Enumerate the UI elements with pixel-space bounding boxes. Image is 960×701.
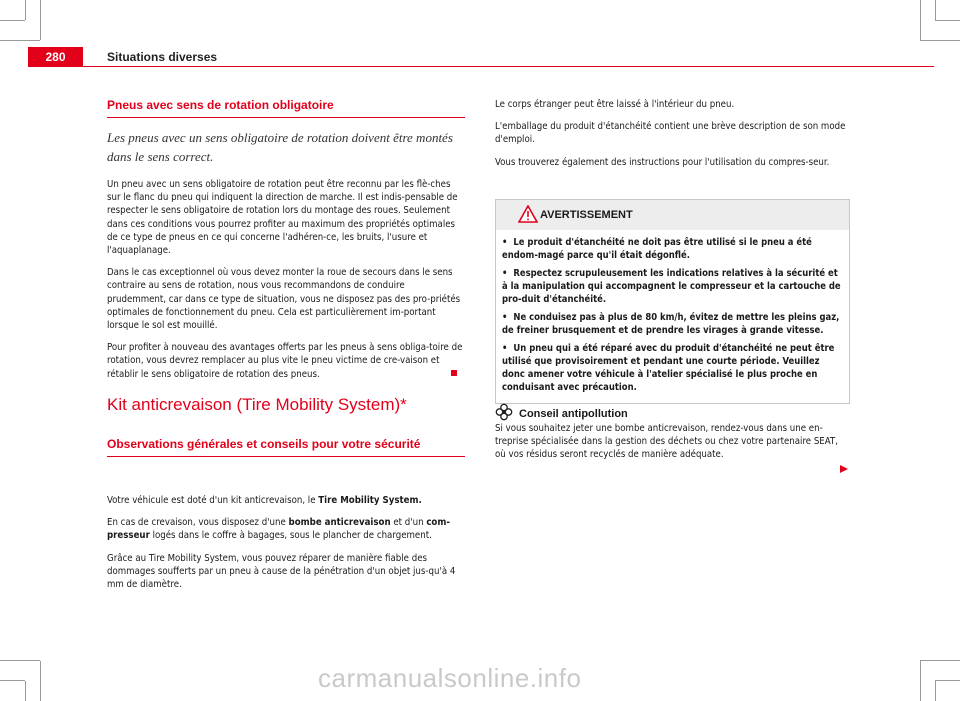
section-tire-mobility [107,494,465,600]
warning-item: • Le produit d'étanchéité ne doit pas être utilisé si le pneu a été endom-magé parce qu'il était dégonflé. [502,237,812,261]
paragraph: En cas de crevaison, vous disposez d'une bombe anticrevaison et d'un com-presseur logés dans le coffre à bagages, sous le plancher de chargement. [107,517,450,542]
section-lead: Les pneus avec un sens obligatoire de rotation doivent être montés dans le sens correct. [107,130,453,164]
warning-item: • Ne conduisez pas à plus de 80 km/h, évitez de mettre les pleins gaz, de freiner brusquement et de prendre les virages à grande vitesse. [502,312,840,336]
section-heading: Pneus avec sens de rotation obligatoire [107,98,465,118]
warning-triangle-icon [518,205,538,227]
running-title: Situations diverses [107,50,218,64]
page-number: 280 [28,47,83,67]
warning-item: • Un pneu qui a été réparé avec du produit d'étanchéité ne peut être utilisé que provisoirement et pendant une courte période. Veuillez donc amener votre véhicule à l'atelier spécialisé le plus proche en conduisant avec précaution. [502,343,835,393]
crop-mark [920,0,921,40]
paragraph: Le corps étranger peut être laissé à l'intérieur du pneu. [495,99,735,110]
crop-mark [0,20,25,21]
paragraph: Dans le cas exceptionnel où vous devez monter la roue de secours dans le sens contraire au sens de rotation, nous vous recommandons de conduire prudemment, car dans ce type de situation, vous ne disposez pas des pro-priétés optimales de fonctionnement du pneu. Cela est particulièrement im-portant lorsque le sol est mouillé. [107,267,461,332]
subsection-heading: Observations générales et conseils pour votre sécurité [107,437,465,457]
crop-mark [40,661,41,701]
page-header [28,47,934,67]
paragraph: Si vous souhaitez jeter une bombe anticrevaison, rendez-vous dans une en-treprise spécialisée dans la gestion des déchets ou chez votre partenaire SEAT, où vos résidus seront recyclés de manière adéquate. [495,423,838,461]
paragraph: Pour profiter à nouveau des avantages offerts par les pneus à sens obliga-toire de rotation, vous devrez remplacer au plus vite le pneu victime de cre-vaison et rétablir le sens obligatoire de rotation des pneus. [107,342,463,380]
environment-title: Conseil antipollution [519,408,628,420]
warning-title: AVERTISSEMENT [540,209,633,221]
crop-mark [0,680,25,681]
crop-mark [920,660,960,661]
term-sealant: bombe anticrevaison [288,517,391,529]
crop-mark [0,40,40,41]
warning-item: • Respectez scrupuleusement les indications relatives à la sécurité et à la manipulation qui accompagnent le compresseur et la cartouche de pro-duit d'étanchéité. [502,268,841,305]
crop-mark [25,0,26,20]
chapter-title: Kit anticrevaison (Tire Mobility System)* [107,395,407,414]
paragraph: Grâce au Tire Mobility System, vous pouvez réparer de manière fiable des dommages soufferts par un pneu à cause de la pénétration d'un objet jus-qu'à 4 mm de diamètre. [107,552,456,591]
environment-flower-icon [495,403,513,425]
term-compressor: com-presseur [107,517,450,542]
warning-list [496,230,849,403]
crop-mark [40,0,41,40]
right-column-text [495,98,848,178]
header-rule [83,66,934,67]
warning-header [496,200,849,230]
warning-box [495,199,850,404]
watermark: carmanualsonline.info [318,663,582,693]
paragraph: Un pneu avec un sens obligatoire de rotation peut être reconnu par les flè-ches sur le flanc du pneu qui indiquent la direction de marche. Il est indis-pensable de respecter le sens obligatoire de rotation lors du montage des roues. Seulement dans ces conditions vous pourrez profiter au maximum des propriétés optimales de ce type de pneus en ce qui concerne l'adhéren-ce, les bruits, l'usure et l'aquaplanage. [107,179,458,257]
crop-mark [920,661,921,701]
environment-note [495,403,848,471]
paragraph: Votre véhicule est doté d'un kit anticrevaison, le Tire Mobility System. [107,495,422,506]
crop-mark [935,20,960,21]
term-tms: Tire Mobility System. [318,495,422,506]
crop-mark [920,40,960,41]
crop-mark [935,680,960,681]
crop-mark [25,681,26,701]
paragraph: L'emballage du produit d'étanchéité contient une brève description de son mode d'emploi. [495,121,846,146]
crop-mark [0,660,40,661]
crop-mark [935,0,936,20]
section-end-marker [451,370,457,376]
paragraph: Vous trouverez également des instructions pour l'utilisation du compres-seur. [495,156,830,168]
section-tire-rotation [107,98,465,390]
continue-arrow-icon [840,458,848,477]
crop-mark [935,681,936,701]
